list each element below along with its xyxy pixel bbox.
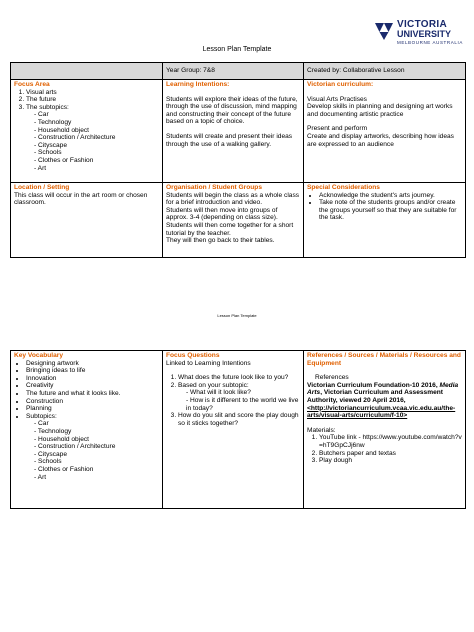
materials-list [307,434,462,464]
list-item: - How is it different to the world we live in today? [186,397,300,412]
organisation-line1: Students will begin the class as a whole class for a brief introduction and video. [166,191,300,207]
learning-intentions-header: Learning Intentions: [166,81,230,88]
subtopics-list [26,111,159,172]
logo-line3: MELBOURNE AUSTRALIA [397,40,463,45]
organisation-line4: They will then go back to their tables. [166,237,275,245]
key-vocabulary-header: Key Vocabulary [14,352,63,359]
lesson-plan-table-top [10,62,466,258]
focus-area-header: Focus Area [14,81,50,88]
list-item: • Innovation [26,375,159,383]
list-item: - Car [34,111,159,119]
list-item: - Cityscape [34,451,159,459]
focus-area-list [14,89,159,173]
list-item: - Clothes or Fashion [34,466,159,474]
list-item: - Household object [34,127,159,135]
list-item: • Creativity [26,382,159,390]
list-item: • The future and what it looks like. [26,390,159,398]
victorian-curriculum-header: Victorian curriculum: [307,81,374,88]
logo-line2: UNIVERSITY [397,29,452,39]
list-item: • Take note of the students groups and/or create the groups yourself so that they are suitable for the task. [319,199,462,222]
list-item: - Art [34,165,159,173]
list-item: - Household object [34,436,159,444]
list-item: 1. YouTube link - https://www.youtube.com/watch?v=hT9GpCJj6nw [319,434,462,449]
victorian-curriculum-cell [304,80,466,183]
citation-link[interactable]: <http://victoriancurriculum.vcaa.vic.edu.au/the-arts/visual-arts/curriculum/f-10> [307,404,456,420]
location-header: Location / Setting [14,184,70,191]
special-considerations-cell [304,183,466,258]
learning-intentions-para1: Students will explore their ideas of the future, through the use of discussion, mind mapping and constructing their concept of the future based on a topic of choice. [166,95,298,126]
materials-label: Materials: [307,426,336,434]
list-item: - Schools [34,458,159,466]
list-item: 2. The future [26,96,159,104]
blank-header-cell [11,63,163,80]
list-item: - Car [34,420,159,428]
key-vocabulary-cell [11,351,163,509]
list-item: - Schools [34,149,159,157]
curriculum-line4: Create and display artworks, describing how ideas are expressed to an audience [307,132,454,148]
list-item: - Construction / Architecture [34,443,159,451]
location-cell [11,183,163,258]
list-item: • Planning [26,405,159,413]
special-considerations-list [307,192,462,222]
citation [307,382,462,420]
list-item: - Construction / Architecture [34,134,159,142]
learning-intentions-cell [163,80,304,183]
subtopics-label: The subtopics: [26,103,69,111]
key-vocabulary-list [14,360,159,482]
university-logo-icon [373,20,395,42]
list-item: - Technology [34,119,159,127]
focus-questions-header: Focus Questions [166,352,220,359]
citation-italic: Media Arts [307,381,459,397]
list-item: 1. Visual arts [26,89,159,97]
citation-rest: , Victorian Curriculum and Assessment Authority, viewed 20 April 2016, [307,389,443,404]
list-item: 2. Butchers paper and textas [319,450,462,458]
created-by: Created by: Collaborative Lesson [304,63,466,80]
curriculum-line3: Present and perform [307,125,368,133]
logo-line1: VICTORIA [397,19,447,30]
list-item: - Clothes or Fashion [34,157,159,165]
special-considerations-header: Special Considerations [307,184,380,191]
location-text: This class will occur in the art room or chosen classroom. [14,191,148,207]
curriculum-line2: Develop skills in planning and designing art works and documenting artistic practice [307,103,453,118]
list-item: • Bringing ideas to life [26,367,159,375]
page-header-title: Lesson Plan Template [217,313,257,318]
references-cell [304,351,466,509]
focus-questions-intro: Linked to Learning Intentions [166,359,251,367]
list-item [26,413,159,481]
citation-title: Victorian Curriculum Foundation-10 2016, [307,381,440,389]
list-item: 3. Play dough [319,457,462,465]
focus-area-cell [11,80,163,183]
list-item: - What will it look like? [186,389,300,397]
list-item: • Designing artwork [26,360,159,368]
organisation-header: Organisation / Student Groups [166,184,262,191]
organisation-cell [163,183,304,258]
document-title: Lesson Plan Template [202,46,272,53]
year-group: Year Group: 7&8 [163,63,304,80]
curriculum-line1: Visual Arts Practises [307,95,367,103]
references-header: References / Sources / Materials / Resources and Equipment [307,352,461,367]
list-item: • Construction [26,398,159,406]
list-item [178,382,300,412]
organisation-line2: Students will then move into groups of approx. 3-4 (depending on class size). [166,206,278,222]
question-text: Based on your subtopic: [178,381,249,389]
subtopics-label: Subtopics: [26,412,57,420]
list-item [26,104,159,172]
university-logo [373,18,469,48]
list-item: • Acknowledge the student's arts journey. [319,192,462,200]
list-item: 3. How do you slit and score the play dough so it sticks together? [178,412,300,427]
focus-questions-list [166,374,300,427]
list-item: - Art [34,474,159,482]
list-item: 1. What does the future look like to you? [178,374,300,382]
list-item: - Technology [34,428,159,436]
organisation-line3: Students will then come together for a short tutorial by the teacher. [166,221,294,237]
references-label: References [315,374,349,382]
lesson-plan-table-bottom [10,350,466,509]
list-item: - Cityscape [34,142,159,150]
vocab-subtopics-list [26,420,159,481]
learning-intentions-para2: Students will create and present their ideas through the use of a walking gallery. [166,132,293,148]
question-sub-list [178,389,300,412]
focus-questions-cell [163,351,304,509]
